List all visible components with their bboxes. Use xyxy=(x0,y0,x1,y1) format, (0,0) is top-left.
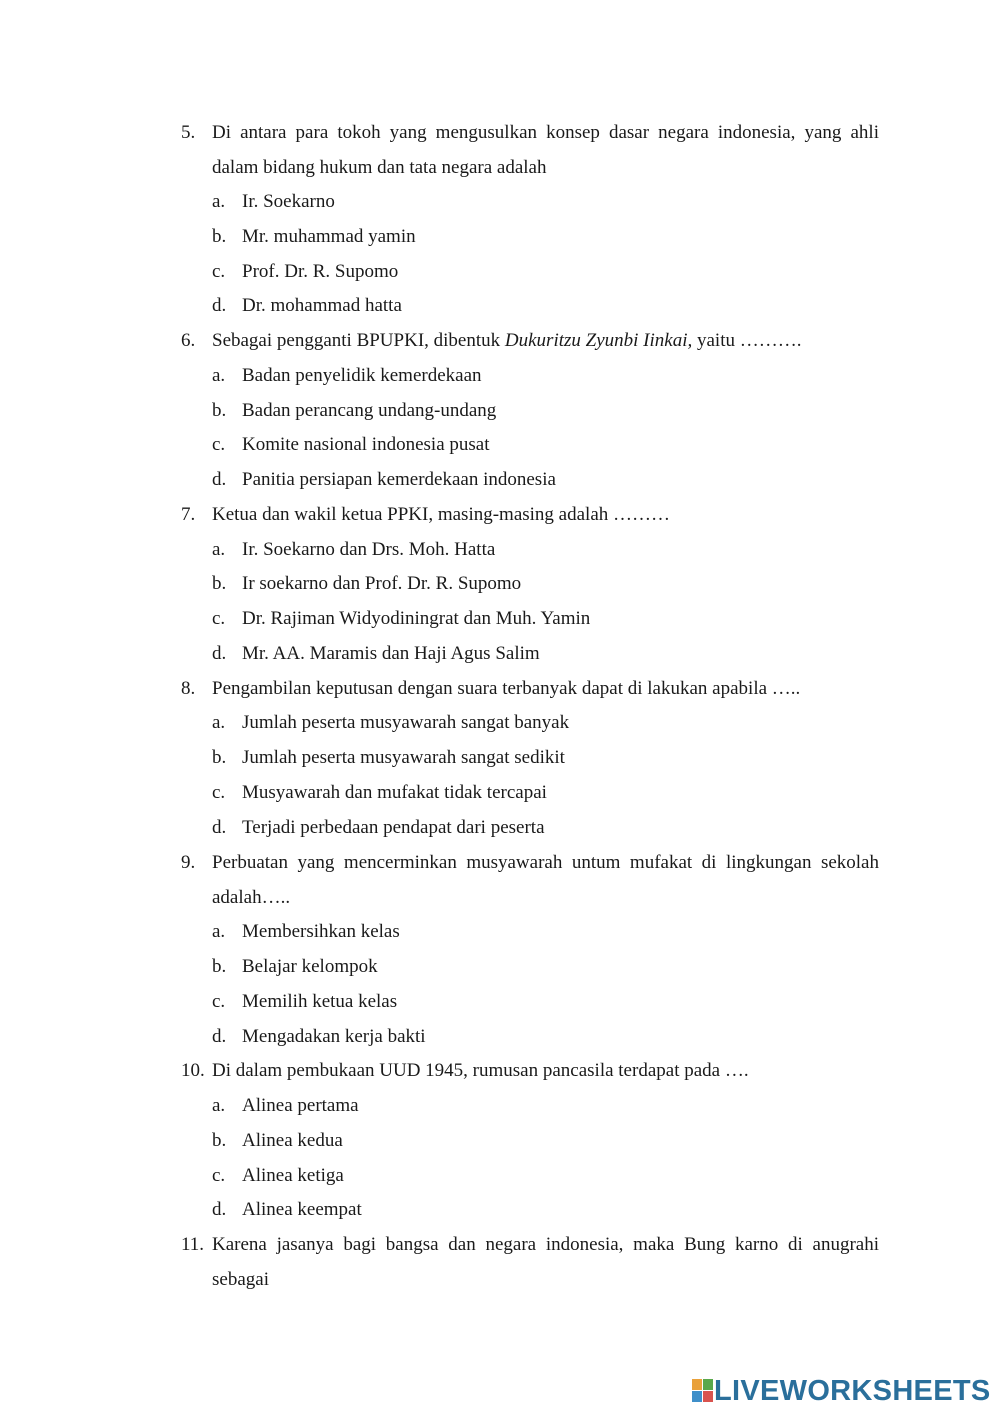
question-stem: Karena jasanya bagi bangsa dan negara indonesia, maka Bung karno di anugrahi sebagai xyxy=(212,1234,879,1290)
option-letter: a. xyxy=(212,365,226,386)
mark-square-icon xyxy=(703,1391,713,1402)
option-text: Mr. AA. Maramis dan Haji Agus Salim xyxy=(242,643,540,664)
option-text: Prof. Dr. R. Supomo xyxy=(242,261,399,282)
question-number: 5. xyxy=(181,122,196,143)
option-letter: c. xyxy=(212,434,226,455)
option-text: Badan perancang undang-undang xyxy=(242,400,497,421)
option-text: Ir soekarno dan Prof. Dr. R. Supomo xyxy=(242,573,522,594)
question-number: 6. xyxy=(181,330,196,351)
option-text: Alinea ketiga xyxy=(242,1165,344,1186)
question-8 xyxy=(181,672,879,707)
option-letter: c. xyxy=(212,608,226,629)
option-text: Dr. Rajiman Widyodiningrat dan Muh. Yamin xyxy=(242,608,591,629)
option-letter: d. xyxy=(212,643,227,664)
option-letter: d. xyxy=(212,295,227,316)
question-number: 9. xyxy=(181,852,196,873)
option-letter: b. xyxy=(212,747,227,768)
option-letter: c. xyxy=(212,991,226,1012)
question-stem: Di dalam pembukaan UUD 1945, rumusan pancasila terdapat pada …. xyxy=(212,1060,749,1081)
question-stem: Di antara para tokoh yang mengusulkan konsep dasar negara indonesia, yang ahli dalam bidang hukum dan tata negara adalah xyxy=(212,122,879,178)
option-text: Mengadakan kerja bakti xyxy=(242,1026,426,1047)
option-letter: a. xyxy=(212,539,226,560)
option-text: Dr. mohammad hatta xyxy=(242,295,402,316)
option-text: Ir. Soekarno dan Drs. Moh. Hatta xyxy=(242,539,496,560)
option-text: Mr. muhammad yamin xyxy=(242,226,416,247)
option-text: Komite nasional indonesia pusat xyxy=(242,434,490,455)
question-6 xyxy=(181,324,879,359)
option-letter: a. xyxy=(212,712,226,733)
liveworksheets-logo[interactable] xyxy=(692,1374,992,1408)
option-letter: d. xyxy=(212,1026,227,1047)
option-letter: b. xyxy=(212,573,227,594)
question-stem: Ketua dan wakil ketua PPKI, masing-masing adalah ……… xyxy=(212,504,671,525)
option-letter: d. xyxy=(212,469,227,490)
mark-square-icon xyxy=(692,1391,702,1402)
question-9 xyxy=(181,846,879,916)
option-letter: b. xyxy=(212,1130,227,1151)
option-letter: b. xyxy=(212,226,227,247)
question-10 xyxy=(181,1054,879,1089)
option-text: Alinea pertama xyxy=(242,1095,359,1116)
option-letter: a. xyxy=(212,191,226,212)
option-text: Ir. Soekarno xyxy=(242,191,335,212)
option-letter: b. xyxy=(212,400,227,421)
stem-text: Sebagai pengganti BPUPKI, dibentuk xyxy=(212,330,505,351)
option-text: Jumlah peserta musyawarah sangat banyak xyxy=(242,712,570,733)
question-stem: Pengambilan keputusan dengan suara terbanyak dapat di lakukan apabila ….. xyxy=(212,678,801,699)
stem-italic-term: Dukuritzu Zyunbi Iinkai, xyxy=(504,330,693,351)
question-stem: Perbuatan yang mencerminkan musyawarah untum mufakat di lingkungan sekolah adalah….. xyxy=(212,852,879,908)
liveworksheets-mark-icon xyxy=(692,1379,714,1403)
option-text: Badan penyelidik kemerdekaan xyxy=(242,365,482,386)
option-text: Terjadi perbedaan pendapat dari peserta xyxy=(242,817,545,838)
option-letter: a. xyxy=(212,921,226,942)
question-number: 8. xyxy=(181,678,196,699)
option-text: Membersihkan kelas xyxy=(242,921,400,942)
option-letter: b. xyxy=(212,956,227,977)
option-text: Musyawarah dan mufakat tidak tercapai xyxy=(242,782,547,803)
option-text: Alinea keempat xyxy=(242,1199,362,1220)
option-letter: d. xyxy=(212,817,227,838)
option-text: Jumlah peserta musyawarah sangat sedikit xyxy=(242,747,565,768)
question-number: 10. xyxy=(181,1060,205,1081)
logo-text: LIVEWORKSHEETS xyxy=(714,1375,991,1407)
option-letter: c. xyxy=(212,261,226,282)
question-11 xyxy=(181,1228,879,1298)
option-text: Memilih ketua kelas xyxy=(242,991,398,1012)
question-7 xyxy=(181,498,879,533)
option-letter: d. xyxy=(212,1199,227,1220)
mark-square-icon xyxy=(692,1379,702,1390)
question-number: 11. xyxy=(181,1234,205,1255)
mark-square-icon xyxy=(703,1379,713,1390)
question-stem xyxy=(212,324,879,359)
option-letter: c. xyxy=(212,782,226,803)
option-letter: a. xyxy=(212,1095,226,1116)
option-letter: c. xyxy=(212,1165,226,1186)
option-text: Belajar kelompok xyxy=(242,956,378,977)
option-text: Panitia persiapan kemerdekaan indonesia xyxy=(242,469,556,490)
stem-text: yaitu ………. xyxy=(692,330,802,351)
question-5 xyxy=(181,116,879,186)
question-number: 7. xyxy=(181,504,196,525)
option-text: Alinea kedua xyxy=(242,1130,343,1151)
